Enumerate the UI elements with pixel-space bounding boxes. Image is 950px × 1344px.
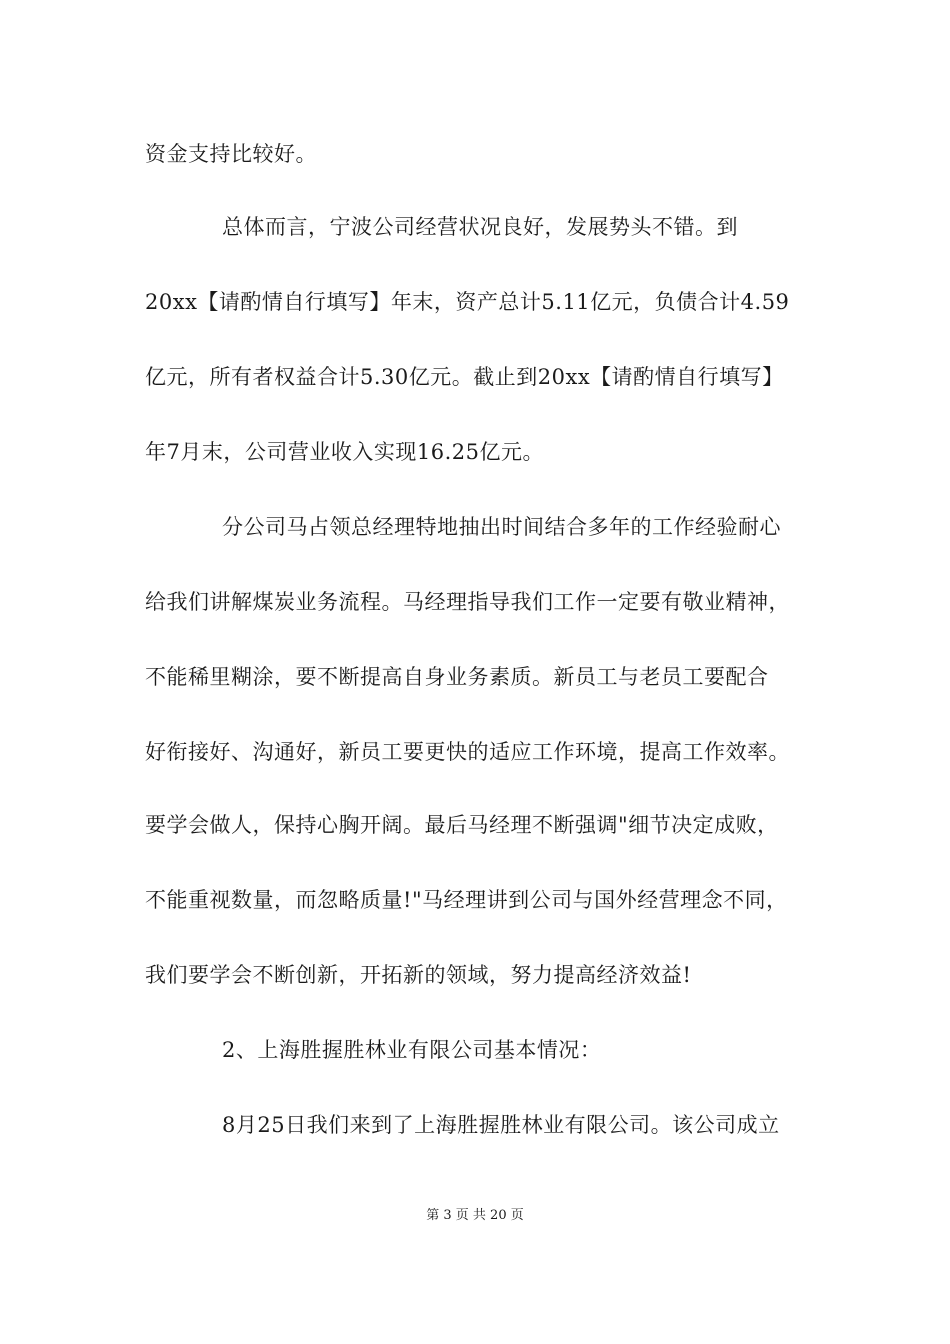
text-line-5: 年7月末，公司营业收入实现16.25亿元。 [145, 440, 544, 464]
text-line-7: 给我们讲解煤炭业务流程。马经理指导我们工作一定要有敬业精神， [145, 590, 790, 614]
text-line-8: 不能稀里糊涂，要不断提高自身业务素质。新员工与老员工要配合 [145, 665, 769, 689]
text-line-3: 20xx【请酌情自行填写】年末，资产总计5.11亿元，负债合计4.59 [145, 290, 790, 314]
text-line-12: 我们要学会不断创新，开拓新的领域，努力提高经济效益! [145, 963, 692, 987]
text-line-14: 8月25日我们来到了上海胜握胜林业有限公司。该公司成立 [222, 1113, 780, 1137]
page-number-footer: 第 3 页 共 20 页 [426, 1208, 524, 1223]
text-line-2: 总体而言，宁波公司经营状况良好，发展势头不错。到 [222, 215, 738, 239]
text-line-1: 资金支持比较好。 [145, 142, 317, 166]
text-line-9: 好衔接好、沟通好，新员工要更快的适应工作环境，提高工作效率。 [145, 740, 790, 764]
text-line-11: 不能重视数量，而忽略质量!"马经理讲到公司与国外经营理念不同， [145, 888, 788, 912]
text-line-10: 要学会做人，保持心胸开阔。最后马经理不断强调"细节决定成败， [145, 813, 779, 837]
text-line-6: 分公司马占领总经理特地抽出时间结合多年的工作经验耐心 [222, 515, 781, 539]
section-heading: 2、上海胜握胜林业有限公司基本情况： [222, 1038, 602, 1062]
text-line-4: 亿元，所有者权益合计5.30亿元。截止到20xx【请酌情自行填写】 [145, 365, 784, 389]
